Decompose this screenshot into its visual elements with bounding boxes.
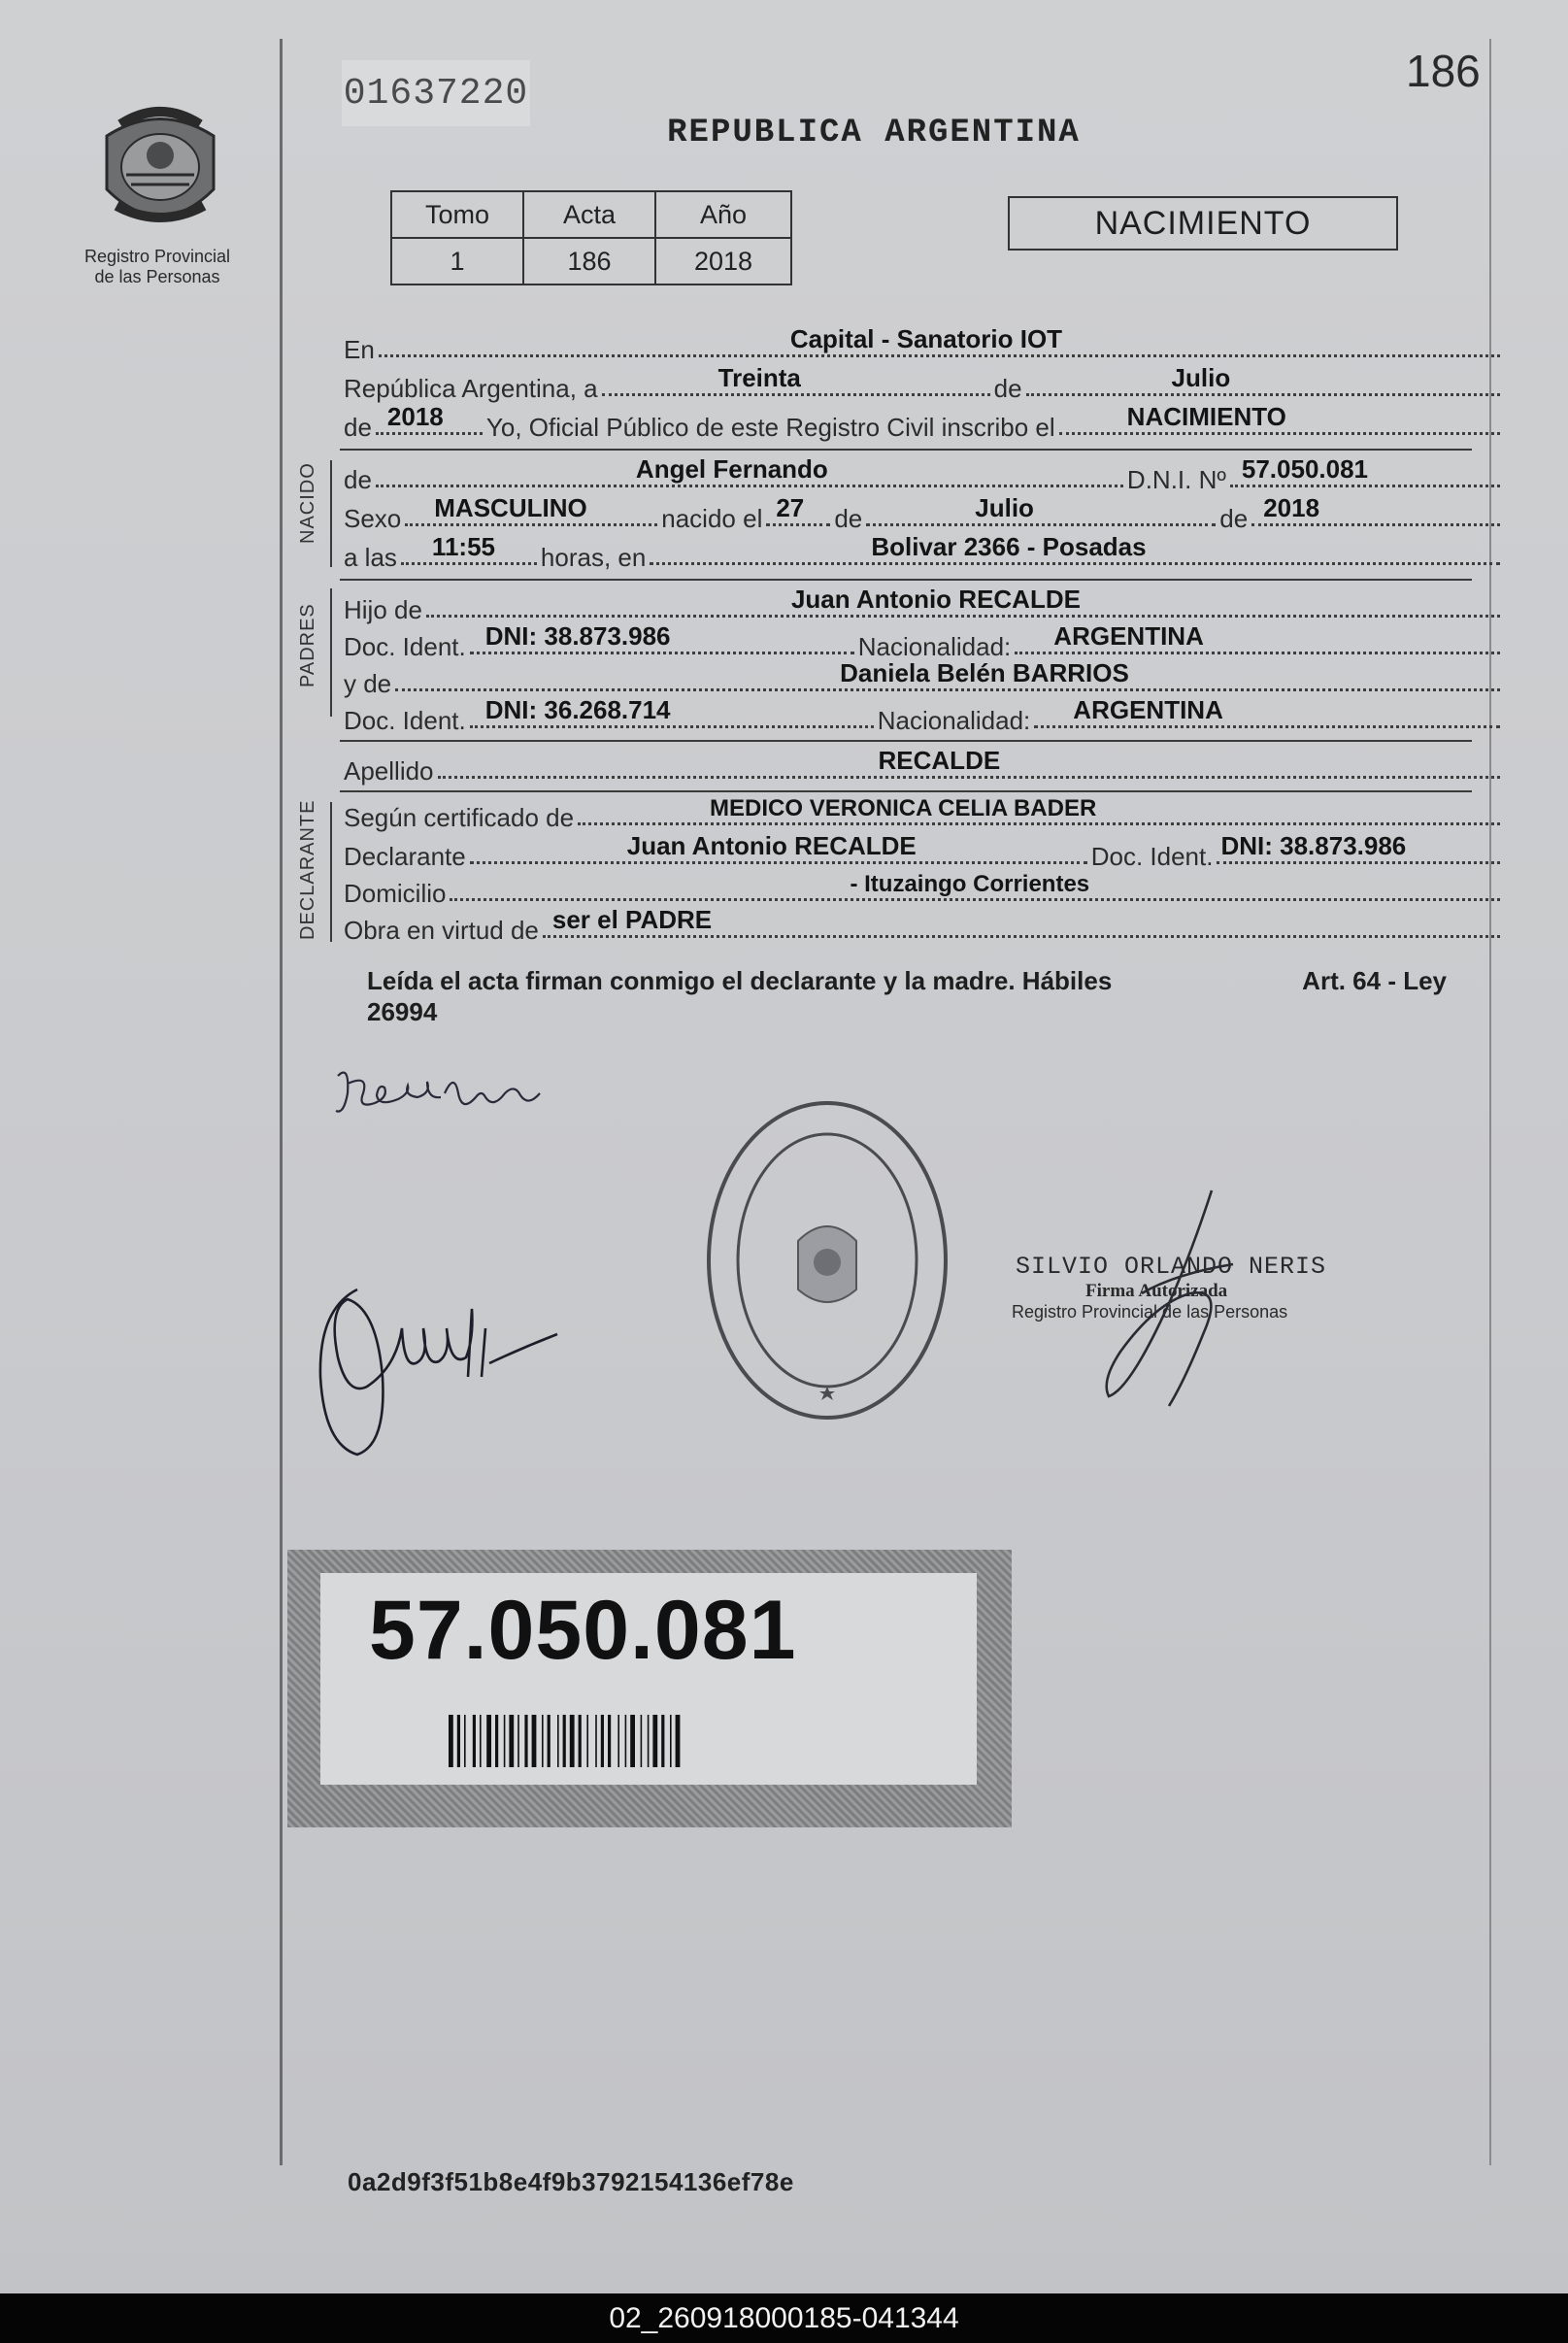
event-value: NACIMIENTO: [1126, 402, 1286, 431]
delegation-stamp-icon: [701, 1095, 953, 1425]
barcode-bar: [670, 1715, 672, 1767]
de-label: de: [834, 504, 863, 533]
capacity-value: ser el PADRE: [551, 905, 713, 934]
barcode-bar: [595, 1715, 597, 1767]
serial-number: 01637220: [342, 60, 530, 126]
mother-row: [344, 660, 1504, 699]
barcode-bar: [570, 1715, 575, 1767]
declarante-label: Declarante: [344, 842, 466, 871]
sexo-value: MASCULINO: [434, 493, 587, 522]
birth-place-row: [344, 534, 1504, 573]
barcode-bar: [652, 1715, 657, 1767]
barcode-bar: [495, 1715, 498, 1767]
horas-label: horas, en: [540, 543, 647, 572]
barcode-bar: [542, 1715, 544, 1767]
a-las-label: a las: [344, 543, 397, 572]
barcode-bar: [473, 1715, 476, 1767]
barcode-bar: [464, 1715, 466, 1767]
legal-statement: [367, 965, 1447, 1027]
barcode-bar: [601, 1715, 604, 1767]
doc-label: Doc. Ident.: [344, 706, 466, 735]
record-table-cell: 1: [391, 238, 523, 285]
barcode-bar: [617, 1715, 619, 1767]
official-organization: Registro Provincial de las Personas: [1012, 1302, 1288, 1322]
document-hash: 0a2d9f3f51b8e4f9b3792154136ef78e: [348, 2167, 794, 2196]
day-word-value: Treinta: [717, 363, 801, 392]
place-value: Capital - Sanatorio IOT: [789, 324, 1063, 353]
mother-nationality-value: ARGENTINA: [1073, 695, 1223, 724]
barcode-bar: [486, 1715, 491, 1767]
de-year-label: de: [344, 413, 372, 442]
statement-row: [344, 404, 1504, 443]
dni-sticker-number: 57.050.081: [369, 1584, 797, 1677]
nacionalidad-label: Nacionalidad:: [857, 632, 1012, 661]
father-doc-row: [344, 623, 1504, 662]
dni-sticker: [287, 1550, 1012, 1827]
child-name-value: Angel Fernando: [635, 454, 828, 484]
section-label-nacido: NACIDO: [297, 462, 318, 544]
section-label-declarante: DECLARANTE: [297, 799, 318, 940]
barcode-icon: [449, 1715, 810, 1767]
barcode-bar: [504, 1715, 506, 1767]
capacity-row: [344, 907, 1504, 946]
page-number: 186: [1406, 46, 1481, 96]
surname-value: RECALDE: [878, 746, 1001, 775]
birth-day-value: 27: [776, 493, 805, 522]
year-value: 2018: [386, 402, 444, 431]
barcode-bar: [641, 1715, 643, 1767]
father-nationality-value: ARGENTINA: [1053, 621, 1204, 651]
barcode-bar: [480, 1715, 482, 1767]
document-title: REPUBLICA ARGENTINA: [667, 115, 1081, 151]
province-seal-icon: [87, 97, 233, 243]
en-label: En: [344, 335, 375, 364]
dni-label: D.N.I. Nº: [1126, 465, 1226, 494]
record-table-cell: 2018: [655, 238, 791, 285]
barcode-bar: [509, 1715, 514, 1767]
record-type-box: NACIMIENTO: [1008, 196, 1398, 251]
mother-signature: [309, 1270, 571, 1464]
barcode-bar: [457, 1715, 460, 1767]
domicile-value: - Ituzaingo Corrientes: [850, 871, 1090, 897]
declarant-doc-value: DNI: 38.873.986: [1220, 831, 1407, 860]
apellido-label: Apellido: [344, 756, 434, 786]
barcode-bar: [630, 1715, 635, 1767]
barcode-bar: [563, 1715, 566, 1767]
de-label: de: [344, 465, 372, 494]
record-table-value-row: [391, 238, 791, 285]
legal-reference: Art. 64 - Ley: [1302, 966, 1447, 995]
declarant-signature: [330, 1054, 583, 1132]
father-name-value: Juan Antonio RECALDE: [790, 585, 1081, 614]
record-table-header-row: [391, 191, 791, 238]
record-table-header: Tomo: [391, 191, 523, 238]
month-value: Julio: [1171, 363, 1231, 392]
nacionalidad-label: Nacionalidad:: [877, 706, 1031, 735]
section-label-padres: PADRES: [297, 603, 318, 687]
certificado-label: Según certificado de: [344, 803, 575, 832]
legal-text: Leída el acta firman conmigo el declarante y la madre. Hábiles: [367, 966, 1113, 995]
barcode-bar: [648, 1715, 650, 1767]
statement-text: Yo, Oficial Público de este Registro Civil inscribo el: [485, 413, 1055, 442]
certificate-value: MEDICO VERONICA CELIA BADER: [710, 795, 1097, 821]
registry-caption: Registro Provincial de las Personas: [83, 247, 231, 286]
domicile-row: [344, 870, 1504, 909]
doc-label: Doc. Ident.: [1090, 842, 1214, 871]
barcode-bar: [517, 1715, 519, 1767]
record-table-header: Acta: [523, 191, 655, 238]
obra-label: Obra en virtud de: [344, 916, 539, 945]
child-dni-value: 57.050.081: [1241, 454, 1369, 484]
record-table-header: Año: [655, 191, 791, 238]
barcode-bar: [586, 1715, 588, 1767]
child-sex-row: [344, 495, 1504, 534]
footer-code: 02_260918000185-041344: [0, 2293, 1568, 2343]
mother-name-value: Daniela Belén BARRIOS: [840, 658, 1129, 687]
declarant-name-value: Juan Antonio RECALDE: [626, 831, 917, 860]
record-table-cell: 186: [523, 238, 655, 285]
father-row: [344, 586, 1504, 625]
barcode-bar: [625, 1715, 627, 1767]
declarant-row: [344, 833, 1504, 872]
mother-doc-row: [344, 697, 1504, 736]
barcode-bar: [608, 1715, 611, 1767]
barcode-bar: [676, 1715, 681, 1767]
left-margin-line: [280, 39, 283, 2165]
certificate-row: [344, 794, 1504, 833]
barcode-bar: [557, 1715, 559, 1767]
de-label: de: [993, 374, 1022, 403]
doc-label: Doc. Ident.: [344, 632, 466, 661]
barcode-bar: [524, 1715, 527, 1767]
birth-month-value: Julio: [975, 493, 1034, 522]
sexo-label: Sexo: [344, 504, 402, 533]
child-name-row: [344, 456, 1504, 495]
official-role: Firma Autorizada: [1085, 1281, 1228, 1301]
birth-year-value: 2018: [1263, 493, 1320, 522]
republica-label: República Argentina, a: [344, 374, 598, 403]
date-row: [344, 365, 1504, 404]
legal-reference-cont: 26994: [367, 997, 438, 1026]
barcode-bar: [532, 1715, 537, 1767]
domicilio-label: Domicilio: [344, 879, 447, 908]
record-table: [390, 190, 792, 285]
mother-doc-value: DNI: 36.268.714: [484, 695, 671, 724]
barcode-bar: [661, 1715, 664, 1767]
y-de-label: y de: [344, 669, 392, 698]
hijo-label: Hijo de: [344, 595, 422, 624]
place-row: [344, 326, 1504, 365]
surname-row: [344, 748, 1504, 787]
barcode-bar: [449, 1715, 453, 1767]
nacido-label: nacido el: [661, 504, 763, 533]
barcode-bar: [579, 1715, 582, 1767]
time-value: 11:55: [431, 532, 495, 561]
barcode-bar: [548, 1715, 550, 1767]
official-signature: [1097, 1187, 1243, 1410]
de-label: de: [1219, 504, 1249, 533]
official-name: SILVIO ORLANDO NERIS: [1016, 1253, 1327, 1281]
father-doc-value: DNI: 38.873.986: [484, 621, 671, 651]
address-value: Bolivar 2366 - Posadas: [871, 532, 1147, 561]
